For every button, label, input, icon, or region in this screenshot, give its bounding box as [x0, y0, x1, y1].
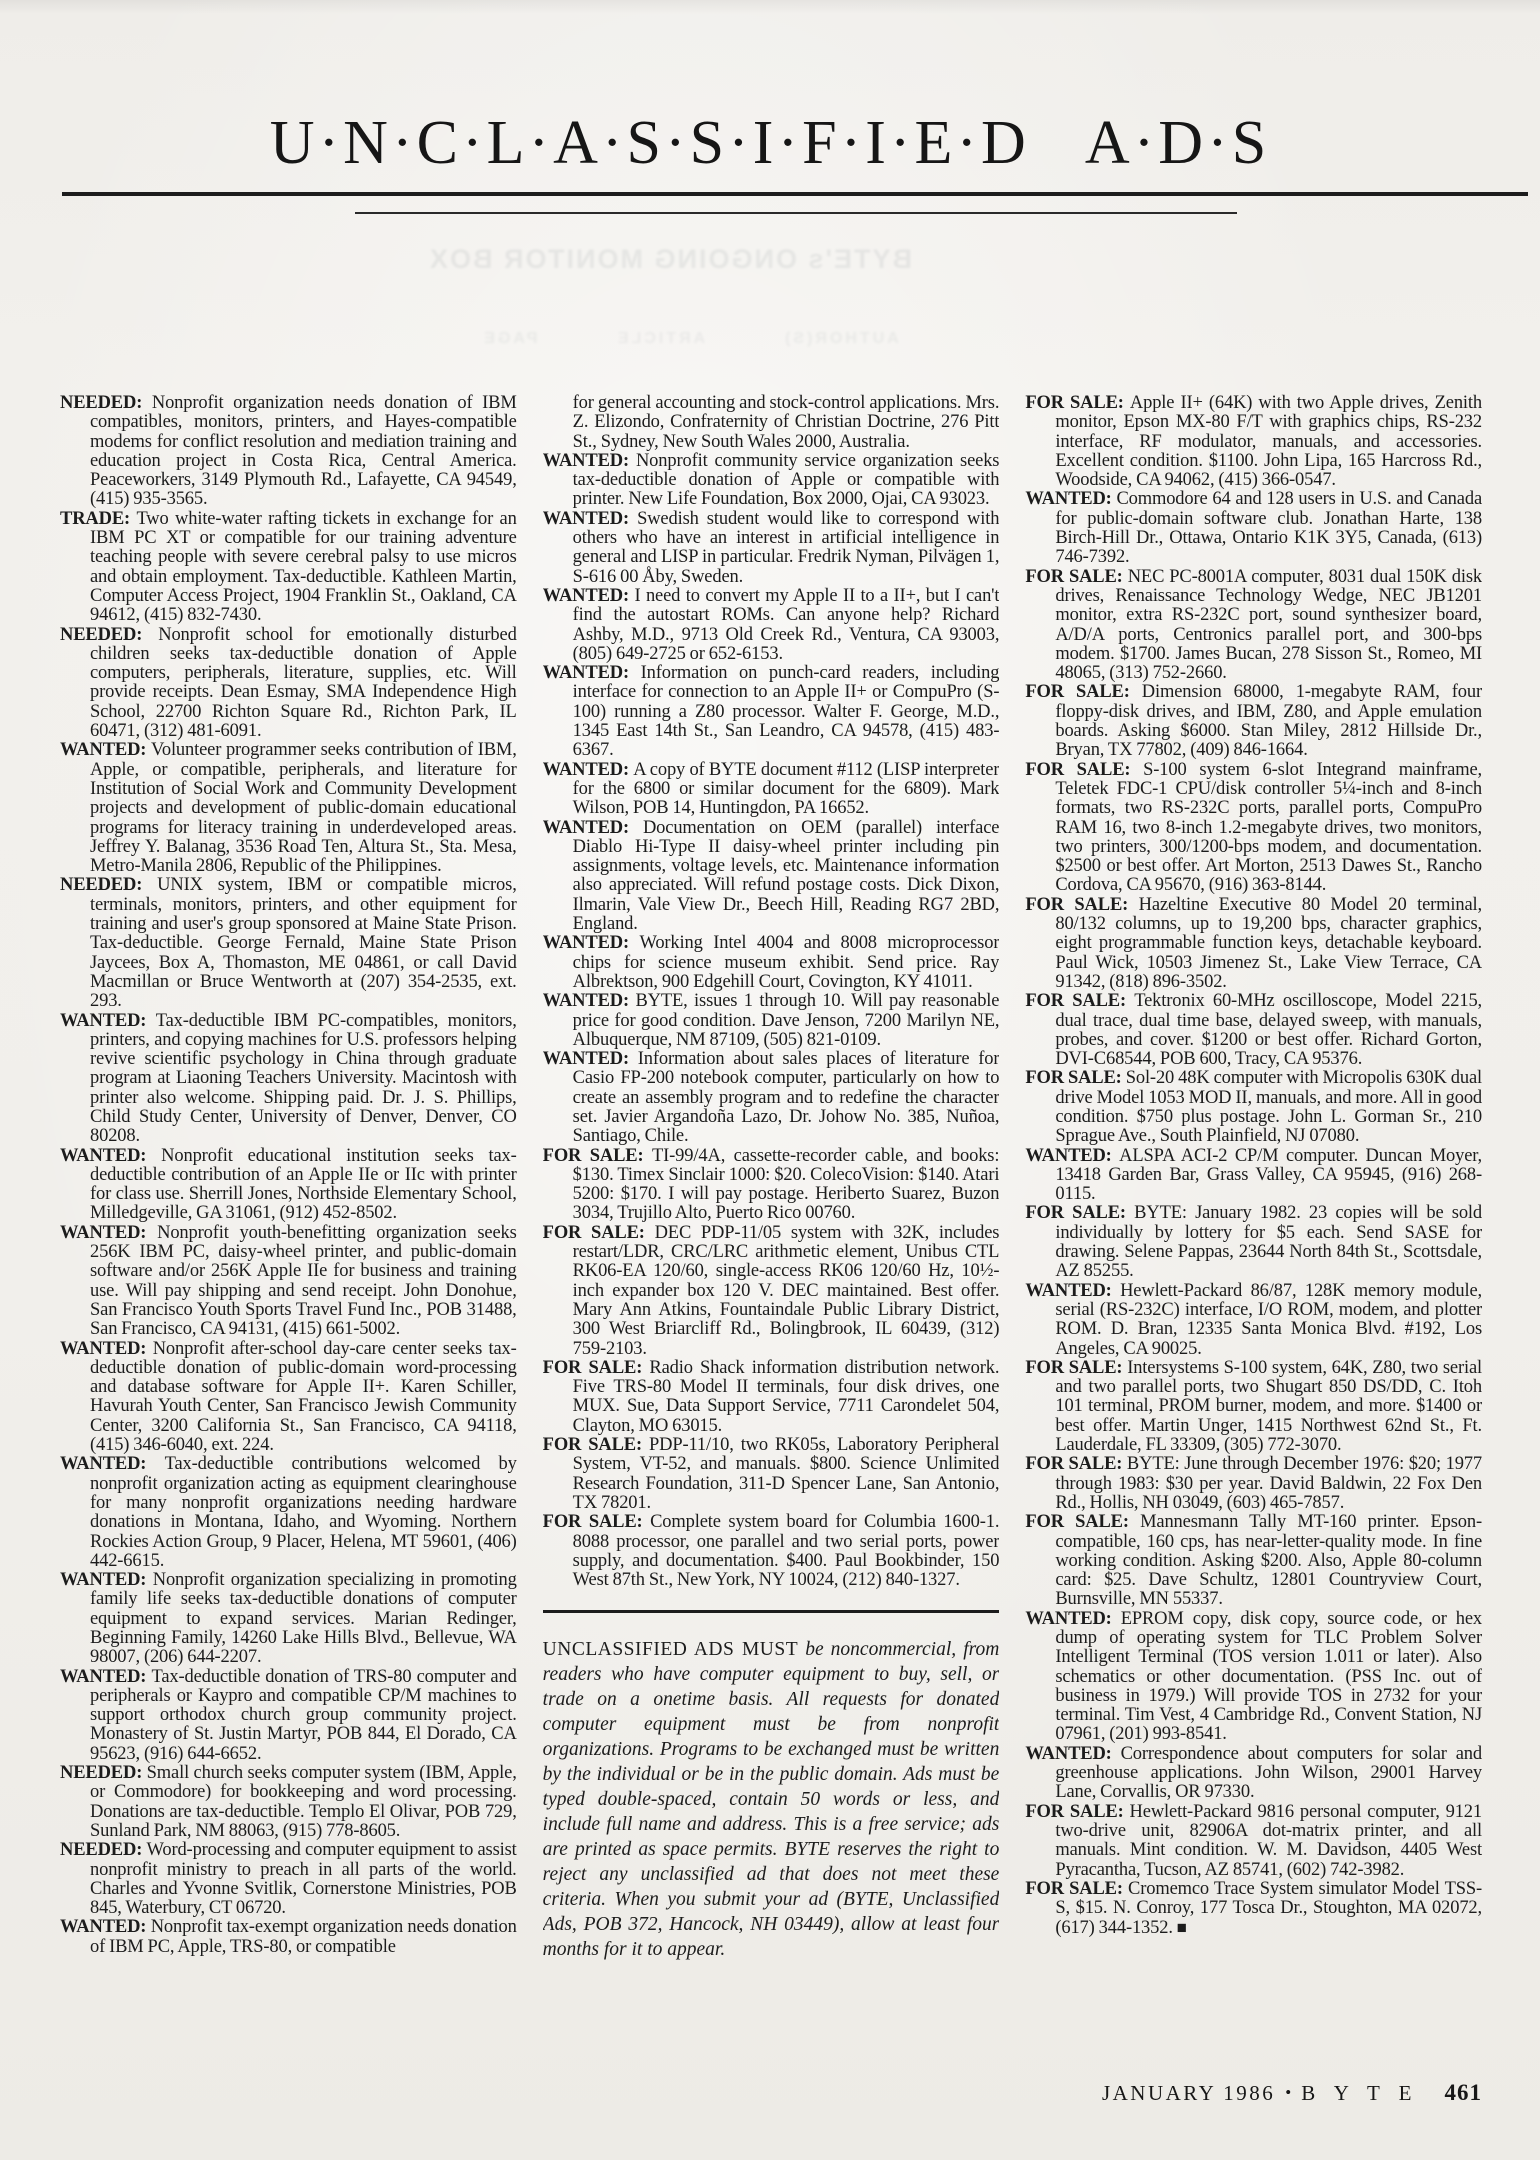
classified-ad: WANTED: Tax-deductible donation of TRS-80 computer and peripherals or Kaypro and compatible CP/M machines to support orthodox church group community project. Monastery of St. Justin Martyr, POB 844, El Dorado, CA 95623, (916) 644-6652.: [60, 1666, 517, 1764]
ad-category-label: FOR SALE:: [542, 1512, 651, 1533]
classified-ad: FOR SALE: Dimension 68000, 1-megabyte RAM, four floppy-disk drives, and IBM, Z80, and Apple emulation boards. Asking $6000. Stan Miley, 2812 Hillside Dr., Bryan, TX 77802, (409) 846-1664.: [1025, 682, 1482, 761]
page-title: U·N·C·L·A·S·S·I·F·I·E·D A·D·S: [269, 109, 1271, 177]
classified-ad: FOR SALE: Hazeltine Executive 80 Model 20 terminal, 80/132 columns, up to 19,200 bps, character graphics, eight programmable function keys, detachable keyboard. Paul Wick, 10503 Jimenez St., Lake View Terrace, CA 91342, (818) 896-3502.: [1025, 894, 1482, 992]
masthead: [0, 108, 1540, 179]
ad-category-label: WANTED:: [60, 1145, 162, 1166]
classified-ad: NEEDED: Nonprofit school for emotionally disturbed children seeks tax-deductible donation of Apple computers, peripherals, literature, supplies, etc. Will provide receipts. Dean Esmay, SMA Independence High School, 22700 Richton Square Rd., Richton Park, IL 60471, (312) 481-6091.: [60, 624, 517, 742]
ad-category-label: NEEDED:: [60, 1840, 147, 1861]
editorial-notice: [543, 1610, 1000, 1962]
classified-ad: FOR SALE: BYTE: June through December 1976: $20; 1977 through 1983: $30 per year. David Baldwin, 22 Fox Den Rd., Hollis, NH 03049, (603) 465-7857.: [1025, 1454, 1482, 1513]
ad-category-label: FOR SALE:: [1025, 759, 1144, 780]
classified-ad-continuation: for general accounting and stock-control applications. Mrs. Z. Elizondo, Confraternity of Christian Doctrine, 276 Pitt St., Sydney, New South Wales 2000, Australia.: [572, 394, 1000, 452]
ad-category-label: FOR SALE:: [1025, 682, 1142, 703]
ad-category-label: FOR SALE:: [1025, 1068, 1126, 1089]
classified-ad: FOR SALE: Hewlett-Packard 9816 personal computer, 9121 two-drive unit, 82906A dot-matrix printer, and all manuals. Mint condition. W. M. Davidson, 4405 West Pyracantha, Tucson, AZ 85741, (602) 742-3982.: [1025, 1801, 1482, 1880]
classified-ad: NEEDED: UNIX system, IBM or compatible micros, terminals, monitors, printers, and other equipment for training and user's group sponsored at Maine State Prison. Tax-deductible. George Fernald, Maine State Prison Jaycees, Box A, Thomaston, ME 04861, or call David Macmillan or Bruce Wentworth at (207) 354-2535, ext. 293.: [60, 875, 517, 1012]
ad-category-label: WANTED:: [1025, 1280, 1121, 1301]
classified-ad: FOR SALE: Sol-20 48K computer with Micropolis 630K dual drive Model 1053 MOD II, manuals, and more. All in good condition. $750 plus postage. John L. Gorman Sr., 210 Sprague Ave., South Plainfield, NJ 07080.: [1025, 1068, 1482, 1147]
classified-ad: WANTED: Information on punch-card readers, including interface for connection to an Apple II+ or CompuPro (S-100) running a Z80 processor. Walter F. George, M.D., 1345 East 14th St., San Leandro, CA 94578, (415) 483-6367.: [542, 663, 1000, 761]
ad-category-label: WANTED:: [60, 1222, 158, 1243]
classified-ad: WANTED: Hewlett-Packard 86/87, 128K memory module, serial (RS-232C) interface, I/O ROM, modem, and plotter ROM. D. Bran, 12335 Santa Monica Blvd. #192, Los Angeles, CA 90025.: [1025, 1280, 1482, 1359]
classified-ad: WANTED: Swedish student would like to correspond with others who have an interest in artificial intelligence in general and LISP in particular. Fredrik Nyman, Pilvägen 1, S-616 00 Åby, Sweden.: [542, 508, 1000, 587]
classified-ad: WANTED: Tax-deductible IBM PC-compatibles, monitors, printers, and copying machines for U.S. professors helping revive scientific psychology in China through graduate program at Liaoning Teachers University. Macintosh with printer also welcome. Shipping paid. Dr. J. S. Phillips, Child Study Center, University of Denver, Denver, CO 80208.: [60, 1010, 517, 1147]
classified-ad: FOR SALE: BYTE: January 1982. 23 copies will be sold individually by lottery for $5 each. Send SASE for drawing. Selene Pappas, 23644 North 84th St., Scottsdale, AZ 85255.: [1025, 1203, 1482, 1282]
ad-category-label: FOR SALE:: [542, 1222, 655, 1243]
classified-ad: WANTED: Nonprofit organization specializing in promoting family life seeks tax-deductible donations of computer equipment to expand services. Marian Redinger, Beginning Family, 14260 Lake Hills Blvd., Bellevue, WA 98007, (206) 644-2207.: [60, 1570, 517, 1668]
ad-category-label: FOR SALE:: [1025, 894, 1139, 915]
ad-category-label: WANTED:: [542, 585, 635, 606]
ad-category-label: WANTED:: [1025, 1743, 1121, 1764]
ads-column-2: [543, 394, 1000, 2070]
ad-category-label: WANTED:: [1025, 1608, 1121, 1629]
ad-category-label: WANTED:: [60, 1010, 156, 1031]
ad-category-label: FOR SALE:: [1025, 1512, 1141, 1533]
ads-column-3: [1025, 394, 1482, 2070]
classified-ad: NEEDED: Word-processing and computer equipment to assist nonprofit ministry to preach in all parts of the world. Charles and Yvonne Svitlik, Cornerstone Ministries, POB 845, Waterbury, CT 06720.: [60, 1840, 517, 1919]
ad-category-label: NEEDED:: [60, 1763, 147, 1784]
classified-ad: NEEDED: Small church seeks computer system (IBM, Apple, or Commodore) for bookkeeping and word processing. Donations are tax-deductible. Templo El Olivar, POB 729, Sunland Park, NM 88063, (915) 778-8605.: [60, 1763, 517, 1841]
ad-category-label: WANTED:: [60, 1570, 153, 1591]
ad-category-label: FOR SALE:: [1025, 991, 1135, 1012]
classified-ad: WANTED: Nonprofit youth-benefitting organization seeks 256K IBM PC, daisy-wheel printer, and public-domain software and/or 256K Apple IIe for business and training use. Will pay shipping and send receipt. John Donohue, San Francisco Youth Sports Travel Fund Inc., POB 31488, San Francisco, CA 94131, (415) 661-5002.: [60, 1222, 517, 1340]
classified-ad: WANTED: A copy of BYTE document #112 (LISP interpreter for the 6800 or similar document for the 6809). Mark Wilson, POB 14, Huntingdon, PA 16652.: [542, 759, 1000, 819]
ad-category-label: WANTED:: [60, 1338, 153, 1359]
footer-magazine-name: B Y T E: [1301, 2081, 1419, 2105]
classified-ad: WANTED: Nonprofit educational institution seeks tax-deductible contribution of an Apple IIe or IIc with printer for class use. Sherrill Jones, Northside Elementary School, Milledgeville, GA 31061, (912) 452-8502.: [60, 1145, 517, 1224]
classified-ad: FOR SALE: TI-99/4A, cassette-recorder cable, and books: $130. Timex Sinclair 1000: $20. ColecoVision: $140. Atari 5200: $170. I will pay postage. Heriberto Suarez, Buzon 3034, Trujillo Alto, Puerto Rico 00760.: [542, 1145, 1000, 1224]
classified-ad: WANTED: Working Intel 4004 and 8008 microprocessor chips for science museum exhibit. Send price. Ray Albrektson, 900 Edgehill Court, Covington, KY 41011.: [542, 933, 1000, 992]
ad-category-label: FOR SALE:: [1025, 1203, 1135, 1224]
ad-category-label: WANTED:: [542, 759, 634, 780]
ad-category-label: WANTED:: [542, 817, 643, 838]
classified-ad: WANTED: Correspondence about computers for solar and greenhouse applications. John Wilson, 29001 Harvey Lane, Corvallis, OR 97330.: [1025, 1743, 1482, 1803]
classified-ad: FOR SALE: Intersystems S-100 system, 64K, Z80, two serial and two parallel ports, two Shugart 850 DS/DD, C. Itoh 101 terminal, PROM burner, modem, and more. $1400 or best offer. Martin Unger, 1415 Northwest 62nd St., Ft. Lauderdale, FL 33309, (305) 772-3070.: [1025, 1357, 1482, 1456]
ad-category-label: FOR SALE:: [1025, 1357, 1128, 1378]
ad-category-label: FOR SALE:: [542, 1435, 650, 1456]
editorial-notice-text: [543, 1637, 1000, 1962]
ad-category-label: WANTED:: [542, 991, 636, 1012]
classified-ad: WANTED: Nonprofit tax-exempt organization needs donation of IBM PC, Apple, TRS-80, or compatible: [60, 1917, 517, 1957]
footer-separator-bullet: •: [1285, 2083, 1292, 2102]
ad-category-label: WANTED:: [60, 1454, 165, 1475]
editorial-notice-body: be noncommercial, from readers who have computer equipment to buy, sell, or trade on a onetime basis. All requests for donated computer equipment must be from nonprofit organizations. Programs to be exchanged must be written by the individual or be in the public domain. Ads must be typed double-spaced, contain 50 words or less, and include full name and address. This is a free service; ads are printed as space permits. BYTE reserves the right to reject any unclassified ad that does not meet these criteria. When you submit your ad (BYTE, Unclassified Ads, POB 372, Hancock, NH 03449), allow at least four months for it to appear.: [542, 1639, 1000, 1961]
classified-ad: FOR SALE: NEC PC-8001A computer, 8031 dual 150K disk drives, Renaissance Technology Wedge, NEC JB1201 monitor, extra RS-232C port, sound synthesizer board, A/D/A ports, Centronics parallel port, and 300-bps modem. $1700. James Bucan, 278 Sisson St., Romeo, MI 48065, (313) 752-2660.: [1025, 566, 1482, 684]
classified-ad: FOR SALE: Complete system board for Columbia 1600-1. 8088 processor, one parallel and two serial ports, power supply, and documentation. $400. Paul Bookbinder, 150 West 87th St., New York, NY 10024, (212) 840-1327.: [542, 1512, 1000, 1591]
classified-ad: WANTED: Nonprofit community service organization seeks tax-deductible donation of Apple or compatible with printer. New Life Foundation, Box 2000, Ojai, CA 93023.: [542, 450, 1000, 510]
page-footer: [1102, 2080, 1482, 2106]
ad-category-label: TRADE:: [60, 508, 137, 529]
ad-category-label: FOR SALE:: [1025, 1878, 1129, 1899]
ad-category-label: WANTED:: [60, 1666, 152, 1687]
editorial-notice-lead: UNCLASSIFIED ADS MUST: [542, 1639, 799, 1661]
ad-category-label: FOR SALE:: [542, 1145, 653, 1166]
classified-ad: FOR SALE: Mannesmann Tally MT-160 printer. Epson-compatible, 160 cps, has near-letter-quality mode. In fine working condition. Asking $200. Also, Apple 80-column card: $25. Dave Schultz, 12801 Countryview Court, Burnsville, MN 55337.: [1025, 1512, 1482, 1610]
ad-category-label: WANTED:: [542, 663, 641, 684]
ads-list-column-3: [1025, 394, 1482, 1939]
ad-category-label: NEEDED:: [60, 875, 158, 896]
classified-ad: WANTED: Tax-deductible contributions welcomed by nonprofit organization acting as equipment clearinghouse for many nonprofit organizations needing hardware donations in Montana, Idaho, and Wyoming. Northern Rockies Action Group, 9 Placer, Helena, MT 59601, (406) 442-6615.: [60, 1454, 517, 1571]
ad-category-label: WANTED:: [1025, 489, 1117, 510]
title-rule-secondary: [355, 212, 1237, 214]
ad-category-label: NEEDED:: [60, 624, 159, 645]
ad-category-label: FOR SALE:: [1025, 566, 1128, 587]
ads-list-column-2: [543, 394, 1000, 1590]
ad-category-label: WANTED:: [60, 1917, 151, 1938]
footer-page-number: 461: [1444, 2080, 1482, 2105]
ad-category-label: NEEDED:: [60, 394, 152, 413]
classified-ad: FOR SALE: Tektronix 60-MHz oscilloscope, Model 2215, dual trace, dual time base, delayed sweep, with manuals, probes, and cover. $1200 or best offer. Richard Gorton, DVI-C68544, POB 600, Tracy, CA 95376.: [1025, 991, 1482, 1070]
ad-category-label: WANTED:: [1025, 1145, 1120, 1166]
ads-list-column-1: [60, 394, 517, 1957]
bleedthrough-ghost-text: BYTE's ONGOING MONITOR BOX: [428, 244, 912, 274]
classified-ads-body: [60, 394, 1482, 2070]
classified-ad: WANTED: Commodore 64 and 128 users in U.S. and Canada for public-domain software club. Jonathan Harte, 138 Birch-Hill Dr., Ottawa, Ontario K1K 3Y5, Canada, (613) 746-7392.: [1025, 489, 1482, 568]
ad-category-label: WANTED:: [542, 1049, 638, 1070]
end-of-section-marker: ■: [1172, 1918, 1187, 1938]
classified-ad: FOR SALE: Cromemco Trace System simulator Model TSS-S, $15. N. Conroy, 177 Tosca Dr., Stoughton, MA 02072, (617) 344-1352. ■: [1025, 1878, 1482, 1939]
classified-ad: WANTED: I need to convert my Apple II to a II+, but I can't find the autostart ROMs. Can anyone help? Richard Ashby, M.D., 9713 Old Creek Rd., Ventura, CA 93003, (805) 649-2725 or 652-6153.: [542, 585, 1000, 664]
ad-category-label: WANTED:: [542, 933, 640, 954]
classified-ad: WANTED: ALSPA ACI-2 CP/M computer. Duncan Moyer, 13418 Garden Bar, Grass Valley, CA 95945, (916) 268-0115.: [1025, 1145, 1482, 1205]
classified-ad: FOR SALE: Apple II+ (64K) with two Apple drives, Zenith monitor, Epson MX-80 F/T with graphics chips, RS-232 interface, RF modulator, manuals, and accessories. Excellent condition. $1100. John Lipa, 165 Harcross Rd., Woodside, CA 94062, (415) 366-0547.: [1025, 394, 1482, 491]
ad-category-label: FOR SALE:: [1025, 1801, 1130, 1822]
classified-ad: WANTED: Nonprofit after-school day-care center seeks tax-deductible donation of public-domain word-processing and database software for Apple II+. Karen Schiller, Havurah Youth Center, San Francisco Jewish Community Center, 3200 California St., San Francisco, CA 94118, (415) 346-6040, ext. 224.: [60, 1338, 517, 1456]
classified-ad: FOR SALE: Radio Shack information distribution network. Five TRS-80 Model II terminals, four disk drives, one MUX. Sue, Data Support Service, 7711 Carondelet 504, Clayton, MO 63015.: [542, 1357, 1000, 1436]
classified-ad: WANTED: Information about sales places of literature for Casio FP-200 notebook computer, particularly on how to create an assembly program and to redefine the character set. Javier Argandoña Lazo, Dr. Johow No. 385, Nuñoa, Santiago, Chile.: [542, 1049, 1000, 1147]
classified-ad: WANTED: BYTE, issues 1 through 10. Will pay reasonable price for good condition. Dave Jenson, 7200 Marilyn NE, Albuquerque, NM 87109, (505) 821-0109.: [542, 991, 1000, 1050]
ad-category-label: WANTED:: [542, 450, 636, 471]
ad-category-label: WANTED:: [60, 740, 152, 761]
classified-ad: NEEDED: Nonprofit organization needs donation of IBM compatibles, monitors, printers, and Hayes-compatible modems for conflict resolution and mediation training and education project in Costa Rica, Central America. Peaceworkers, 3149 Plymouth Rd., Lafayette, CA 94549, (415) 935-3565.: [60, 394, 517, 510]
classified-ad: WANTED: EPROM copy, disk copy, source code, or hex dump of operating system for TLC Problem Solver Intelligent Terminal (TOS version 1.011 or later). Also schematics or other documentation. (PSS Inc. out of business in 1979.) Will provide TOS in 2732 for your terminal. Tim Vest, 4 Cambridge Rd., Convent Station, NJ 07961, (201) 993-8541.: [1025, 1608, 1482, 1745]
bleedthrough-ghost-table-header: AUTHOR(S) ARTICLE PAGE: [481, 330, 899, 347]
title-rule-primary: [62, 192, 1528, 196]
classified-ad: FOR SALE: PDP-11/10, two RK05s, Laboratory Peripheral System, VT-52, and manuals. $800. Science Unlimited Research Foundation, 311-D Spencer Lane, San Antonio, TX 78201.: [542, 1435, 1000, 1513]
ad-category-label: WANTED:: [542, 508, 638, 529]
ad-category-label: FOR SALE:: [1025, 1454, 1127, 1475]
classified-ad: WANTED: Volunteer programmer seeks contribution of IBM, Apple, or compatible, peripherals, and literature for Institution of Social Work and Community Development projects and development of public-domain educational programs for literacy training in underdeveloped areas. Jeffrey Y. Balanag, 3536 Road Ten, Altura St., Sta. Mesa, Metro-Manila 2806, Republic of the Philippines.: [60, 740, 517, 877]
ad-category-label: FOR SALE:: [542, 1357, 650, 1378]
ad-category-label: FOR SALE:: [1025, 394, 1130, 413]
classified-ad: WANTED: Documentation on OEM (parallel) interface Diablo Hi-Type II daisy-wheel printer including pin assignments, voltage levels, etc. Maintenance information also appreciated. Will refund postage costs. Dick Dixon, Ilmarin, Vale View Dr., Beech Hill, Reading RG7 2BD, England.: [542, 817, 1000, 935]
ads-column-1: [60, 394, 517, 2070]
classified-ad: TRADE: Two white-water rafting tickets in exchange for an IBM PC XT or compatible for our training adventure teaching people with severe cerebral palsy to use micros and obtain employment. Tax-deductible. Kathleen Martin, Computer Access Project, 1904 Franklin St., Oakland, CA 94612, (415) 832-7430.: [60, 508, 517, 626]
classified-ad: FOR SALE: DEC PDP-11/05 system with 32K, includes restart/LDR, CRC/LRC arithmetic element, Unibus CTL RK06-EA 120/60, single-access RK06 120/60 Hz, 10½-inch expander box 120 V. DEC maintained. Best offer. Mary Ann Atkins, Fountaindale Public Library District, 300 West Briarcliff Rd., Bolingbrook, IL 60439, (312) 759-2103.: [542, 1222, 1000, 1359]
classified-ad: FOR SALE: S-100 system 6-slot Integrand mainframe, Teletek FDC-1 CPU/disk controller 5¼-inch and 8-inch formats, two RS-232C ports, parallel ports, CompuPro RAM 16, two 8-inch 1.2-megabyte drives, two monitors, two printers, 300/1200-bps modem, and documentation. $2500 or best offer. Art Morton, 2513 Dawes St., Rancho Cordova, CA 95670, (916) 363-8144.: [1025, 759, 1482, 896]
footer-issue-date: JANUARY 1986: [1101, 2081, 1276, 2105]
